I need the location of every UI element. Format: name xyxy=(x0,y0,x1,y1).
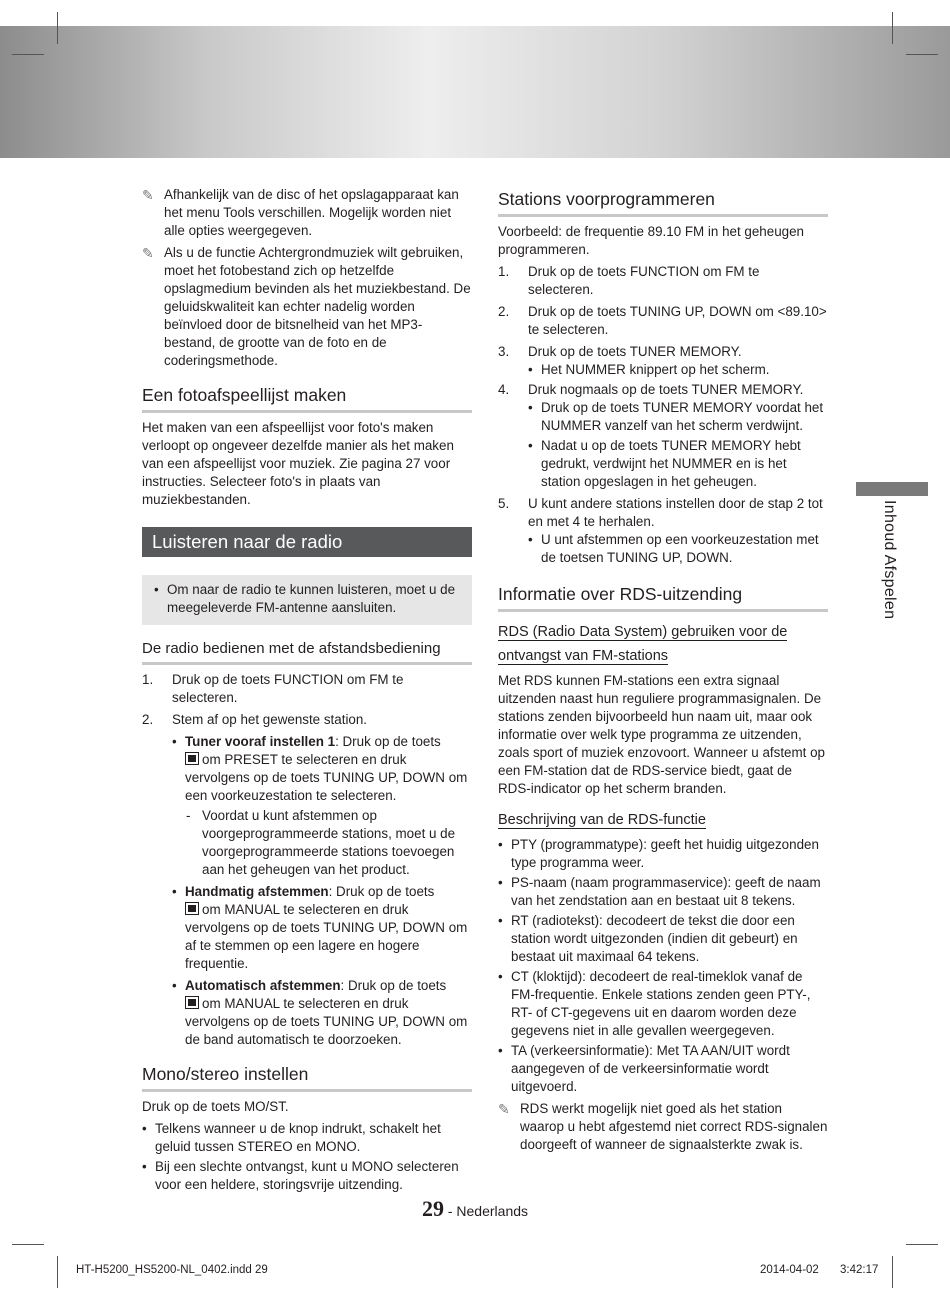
list-item-text: Om naar de radio te kunnen luisteren, moet u de meegeleverde FM-antenne aansluiten. xyxy=(167,582,456,615)
step-text: Druk op de toets TUNING UP, DOWN om <89.10> te selecteren. xyxy=(528,304,827,337)
list-item-text: CT (kloktijd): decodeert de real-timeklok vanaf de FM-frequentie. Enkele stations zenden geen PTY-, RT- of CT-gegevens uit en daarom worden deze gegevens niet in alle gevallen weergegeven. xyxy=(511,969,811,1038)
note xyxy=(142,186,472,240)
list-item-text: RT (radiotekst): decodeert de tekst die door een station wordt uitgezonden (indien dit gebeurt) en bestaat uit maximaal 64 tekens. xyxy=(511,913,798,964)
list-item xyxy=(498,874,828,910)
list-item xyxy=(142,977,472,1049)
bullet-icon: • xyxy=(154,582,159,597)
page-language: - Nederlands xyxy=(447,1203,529,1219)
section-title: Stations voorprogrammeren xyxy=(498,188,828,217)
note-text: Als u de functie Achtergrondmuziek wilt gebruiken, moet het fotobestand zich op hetzelfde opslagmedium bevinden als het muziekbestand. De geluidskwaliteit kan echter nadelig worden beïnvloed door de bitsnelheid van het MP3-bestand, de grootte van de foto en de coderingsmethode. xyxy=(164,245,471,368)
pencil-note-icon: ✎ xyxy=(142,245,154,261)
section-body: Voorbeeld: de frequentie 89.10 FM in het geheugen programmeren. xyxy=(498,224,804,257)
text: om MANUAL te selecteren en druk vervolgens op de toets TUNING UP, DOWN om de band automatisch te doorzoeken. xyxy=(185,996,468,1047)
list-item xyxy=(498,912,828,966)
section-title: Informatie over RDS-uitzending xyxy=(498,583,828,612)
text: : Druk op de toets xyxy=(335,734,441,749)
bullet-icon: • xyxy=(498,1043,503,1058)
step-number: 3. xyxy=(498,344,510,359)
bullet-icon: • xyxy=(142,1159,147,1174)
list-item xyxy=(142,1158,472,1194)
list-item xyxy=(142,807,472,879)
crop-mark xyxy=(906,1244,938,1245)
step xyxy=(498,495,828,531)
bullet-icon: • xyxy=(498,837,503,852)
step xyxy=(498,381,828,399)
list-item-text: Voordat u kunt afstemmen op voorgeprogrammeerde stations, moet u de voorgeprogrammeerde stations toevoegen aan het geheugen van het product. xyxy=(202,808,456,877)
step-number: 1. xyxy=(498,264,510,279)
list-item xyxy=(142,733,472,805)
list-item-text: TA (verkeersinformatie): Met TA AAN/UIT wordt aangegeven of de verkeersinformatie wordt uitgevoerd. xyxy=(511,1043,790,1094)
list-item-text xyxy=(185,883,472,973)
text: : Druk op de toets xyxy=(328,884,435,899)
list-item-text: Nadat u op de toets TUNER MEMORY hebt gedrukt, verdwijnt het NUMMER en is het station opgeslagen in het geheugen. xyxy=(541,438,801,489)
text: om PRESET te selecteren en druk vervolgens op de toets TUNING UP, DOWN om een voorkeuzestation te selecteren. xyxy=(185,752,468,803)
list-item-text xyxy=(185,733,472,805)
text: : Druk op de toets xyxy=(340,978,447,993)
list-item-text: Het NUMMER knippert op het scherm. xyxy=(541,362,770,377)
bullet-icon: • xyxy=(498,913,503,928)
step-text: Druk nogmaals op de toets TUNER MEMORY. xyxy=(528,382,804,397)
info-box xyxy=(142,575,472,625)
list-item xyxy=(498,968,828,1040)
crop-mark xyxy=(12,1244,44,1245)
bold-term: Automatisch afstemmen xyxy=(185,978,341,993)
step xyxy=(142,671,472,707)
bullet-icon: • xyxy=(172,884,177,899)
crop-mark xyxy=(12,54,44,55)
bullet-icon: • xyxy=(528,438,533,453)
bold-term: Handmatig afstemmen xyxy=(185,884,329,899)
list-item xyxy=(142,883,472,973)
crop-mark xyxy=(57,1256,58,1288)
dash-icon: - xyxy=(186,808,191,823)
list-item xyxy=(498,531,828,567)
list-item-text: U unt afstemmen op een voorkeuzestation met de toetsen TUNING UP, DOWN. xyxy=(541,532,819,565)
list-item xyxy=(154,581,460,617)
pencil-note-icon: ✎ xyxy=(142,187,154,203)
step-text: Druk op de toets FUNCTION om FM te selecteren. xyxy=(528,264,760,297)
list-item-text: Telkens wanneer u de knop indrukt, schakelt het geluid tussen STEREO en MONO. xyxy=(155,1121,441,1154)
step-number: 5. xyxy=(498,496,510,511)
list-item-text: PTY (programmatype): geeft het huidig uitgezonden type programma weer. xyxy=(511,837,819,870)
list-item-text: Bij een slechte ontvangst, kunt u MONO selecteren voor een heldere, storingsvrije uitzending. xyxy=(155,1159,459,1192)
step xyxy=(498,263,828,299)
bullet-icon: • xyxy=(528,532,533,547)
section-title: Mono/stereo instellen xyxy=(142,1063,472,1092)
footer-filename: HT-H5200_HS5200-NL_0402.indd 29 xyxy=(76,1264,268,1276)
subsection-title-line: Beschrijving van de RDS-functie xyxy=(498,812,706,828)
subsection-title xyxy=(498,808,828,832)
footer-time: 3:42:17 xyxy=(840,1264,879,1276)
list-item-text: Druk op de toets TUNER MEMORY voordat het NUMMER vanzelf van het scherm verdwijnt. xyxy=(541,400,824,433)
crop-mark xyxy=(57,12,58,44)
step-text: Stem af op het gewenste station. xyxy=(172,712,368,727)
bullet-icon: • xyxy=(528,362,533,377)
list-item-text: PS-naam (naam programmaservice): geeft de naam van het zendstation aan en bestaat uit 8 tekens. xyxy=(511,875,821,908)
bullet-icon: • xyxy=(528,400,533,415)
subsection-title-line: ontvangst van FM-stations xyxy=(498,648,669,664)
text: om MANUAL te selecteren en druk vervolgens op de toets TUNING UP, DOWN om af te stemmen op een lagere en hogere frequentie. xyxy=(185,902,468,971)
list-item xyxy=(498,1042,828,1096)
section-body: Met RDS kunnen FM-stations een extra signaal uitzenden naast hun reguliere programmasignalen. De stations zenden bijvoorbeeld hun naam uit, maar ook informatie over welk type programma ze uitzenden, zoals sport of muziek enzovoort. Wanneer u afstemt op een FM-station dat de RDS-service biedt, gaat de RDS-indicator op het scherm branden. xyxy=(498,673,825,796)
section-title: Een fotoafspeellijst maken xyxy=(142,384,472,413)
chapter-banner: Luisteren naar de radio xyxy=(142,527,472,557)
step-number: 2. xyxy=(498,304,510,319)
side-tab-bar xyxy=(856,482,928,496)
list-item xyxy=(498,361,828,379)
bullet-icon: • xyxy=(142,1121,147,1136)
footer-date: 2014-04-02 xyxy=(760,1264,819,1276)
step-number: 4. xyxy=(498,382,510,397)
note-text: RDS werkt mogelijk niet goed als het station waarop u hebt afgestemd niet correct RDS-signalen doorgeeft of wanneer de signaalsterkte zwak is. xyxy=(520,1101,828,1152)
list-item xyxy=(142,1120,472,1156)
header-band xyxy=(0,26,950,158)
subsection-title: De radio bedienen met de afstandsbediening xyxy=(142,639,472,665)
step xyxy=(498,343,828,361)
step-number: 2. xyxy=(142,712,154,727)
step-text: U kunt andere stations instellen door de stap 2 tot en met 4 te herhalen. xyxy=(528,496,823,529)
section-body: Druk op de toets MO/ST. xyxy=(142,1099,289,1114)
bullet-icon: • xyxy=(498,875,503,890)
list-item xyxy=(498,399,828,435)
list-item xyxy=(498,836,828,872)
note xyxy=(142,244,472,370)
bullet-icon: • xyxy=(498,969,503,984)
step-number: 1. xyxy=(142,672,154,687)
left-column xyxy=(142,186,472,1196)
page-number xyxy=(0,1196,950,1222)
square-button-icon xyxy=(185,902,199,915)
note xyxy=(498,1100,828,1154)
step xyxy=(142,711,472,729)
section-body: Het maken van een afspeellijst voor foto's maken verloopt op ongeveer dezelfde manier als het maken van een afspeellijst voor muziek. Zie pagina 27 voor instructies. Selecteer foto's in plaats van muziekbestanden. xyxy=(142,420,454,507)
page-number-value: 29 xyxy=(421,1196,444,1221)
step-text: Druk op de toets TUNER MEMORY. xyxy=(528,344,742,359)
square-button-icon xyxy=(185,752,199,765)
crop-mark xyxy=(892,1256,893,1288)
step-text: Druk op de toets FUNCTION om FM te selecteren. xyxy=(172,672,404,705)
subsection-title-line: RDS (Radio Data System) gebruiken voor de xyxy=(498,624,788,640)
crop-mark xyxy=(906,54,938,55)
bullet-icon: • xyxy=(172,978,177,993)
list-item-text xyxy=(185,977,472,1049)
step xyxy=(498,303,828,339)
subsection-title xyxy=(498,620,828,668)
note-text: Afhankelijk van de disc of het opslagapparaat kan het menu Tools verschillen. Mogelijk worden niet alle opties weergegeven. xyxy=(164,187,459,238)
bold-term: Tuner vooraf instellen 1 xyxy=(185,734,336,749)
pencil-note-icon: ✎ xyxy=(498,1101,510,1117)
square-button-icon xyxy=(185,996,199,1009)
crop-mark xyxy=(892,12,893,44)
bullet-icon: • xyxy=(172,734,177,749)
right-column xyxy=(498,186,828,1158)
list-item xyxy=(498,437,828,491)
side-tab-label: Inhoud Afspelen xyxy=(881,500,898,620)
